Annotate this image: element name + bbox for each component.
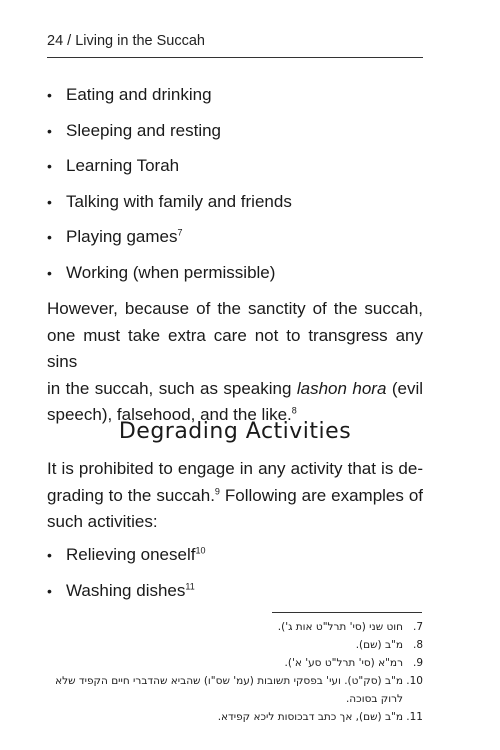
header-rule — [47, 57, 423, 58]
footnote: 8. מ"ב (שם). — [355, 639, 423, 651]
footnote-rule — [272, 612, 422, 613]
footnote-ref[interactable]: 10 — [195, 545, 206, 556]
bullet-icon: • — [47, 229, 52, 245]
footnote: 11. מ"ב (שם), אך כתב דבכוסות ליכא קפידא. — [217, 711, 423, 723]
footnote-ref[interactable]: 11 — [185, 580, 195, 591]
footnote: 10. מ"ב (סק"ט). ועי' בפסקי תשובות (עמ' שס"ו) שהביא שהדברי חיים הקפיד שלא לרוק בסוכה. — [55, 675, 423, 705]
footnote: 9. רמ"א (סי' תרל"ט סע' א'). — [284, 657, 423, 669]
degrading-activities-list — [47, 545, 423, 616]
section-heading: Degrading Activities — [118, 419, 352, 444]
list-item: • Washing dishes$^{11}$ — [47, 580, 195, 600]
activities-list — [47, 85, 423, 298]
bullet-icon: • — [47, 547, 52, 563]
prohibition-paragraph: It is prohibited to engage in any activity that is de- grading to the succah.$^9$ Following are examples of such activities: — [47, 459, 423, 531]
bullet-icon: • — [47, 264, 52, 281]
list-item: • Eating and drinking — [47, 85, 212, 104]
footnote: 7. חוט שני (סי' תרל"ט אות ג'). — [277, 621, 423, 633]
list-item: • Talking with family and friends — [47, 191, 292, 211]
list-item: • Working (when permissible) — [47, 262, 276, 282]
bullet-icon: • — [47, 122, 52, 139]
list-item: • Playing games$^7$ — [47, 227, 183, 246]
bullet-icon: • — [47, 193, 52, 210]
list-item: • Relieving oneself$^{10}$ — [47, 545, 206, 564]
footnote-ref[interactable]: 9 — [214, 485, 220, 496]
bullet-icon: • — [47, 158, 52, 174]
running-head: 24 / Living in the Succah — [47, 33, 205, 49]
list-item: • Learning Torah — [47, 156, 180, 175]
footnotes — [43, 618, 423, 726]
sanctity-paragraph: However, because of the sanctity of the succah, one must take extra care not to transgress any sins in the succah, such as speaking lashon hora (evil speech), falsehood, and the like.$^8$ — [47, 299, 424, 424]
footnote-ref[interactable]: 8 — [291, 405, 297, 416]
footnote-ref[interactable]: 7 — [177, 227, 183, 238]
bullet-icon: • — [47, 582, 52, 599]
bullet-icon: • — [47, 87, 52, 103]
list-item: • Sleeping and resting — [47, 120, 222, 140]
